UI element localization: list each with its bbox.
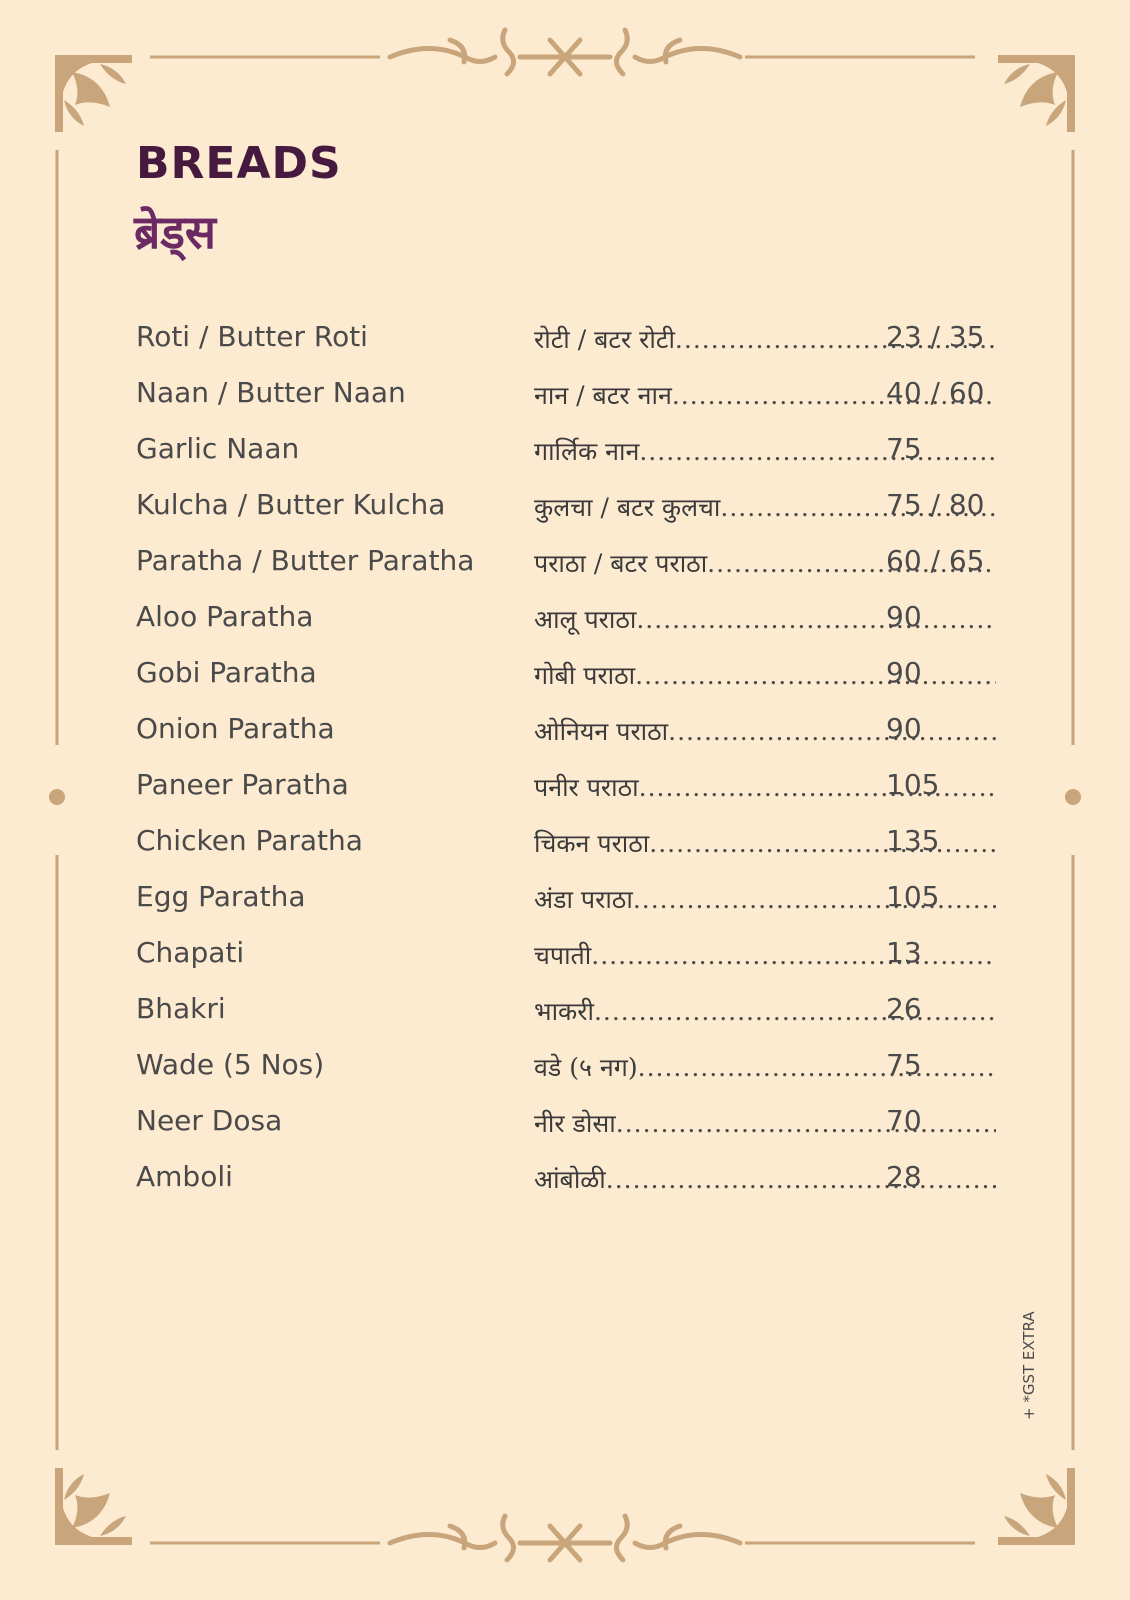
menu-item [136, 816, 1016, 872]
item-name-mr: चिकन पराठा [534, 829, 650, 858]
item-name-en: Paneer Paratha [136, 768, 349, 801]
item-name-en: Wade (5 Nos) [136, 1048, 325, 1081]
item-name-en: Gobi Paratha [136, 656, 317, 689]
item-name-mr-leader [534, 658, 996, 692]
item-price: 90 [886, 656, 922, 689]
item-price: 90 [886, 600, 922, 633]
item-name-mr: आलू पराठा [534, 605, 637, 634]
item-name-mr: पनीर पराठा [534, 773, 639, 802]
item-name-mr: ओनियन पराठा [534, 717, 669, 746]
dot-leader [636, 605, 996, 634]
menu-item [136, 424, 1016, 480]
menu-item [136, 480, 1016, 536]
menu-item [136, 872, 1016, 928]
item-price: 75 / 80 [886, 488, 985, 521]
dot-leader [649, 829, 996, 858]
item-name-en: Egg Paratha [136, 880, 306, 913]
item-price: 26 [886, 992, 922, 1025]
item-price: 60 / 65 [886, 544, 985, 577]
item-name-mr: अंडा पराठा [534, 885, 633, 914]
menu-item [136, 536, 1016, 592]
item-name-mr: आंबोळी [534, 1165, 606, 1194]
dot-leader [616, 1109, 996, 1138]
item-price: 135 [886, 824, 940, 857]
item-name-en: Chicken Paratha [136, 824, 363, 857]
item-name-mr: रोटी / बटर रोटी [534, 325, 675, 354]
corner-ornament-bottom-left [55, 1468, 132, 1545]
item-price: 13 [886, 936, 922, 969]
item-price: 40 / 60 [886, 376, 985, 409]
item-name-mr-leader [534, 938, 996, 972]
item-name-en: Amboli [136, 1160, 233, 1193]
item-name-mr-leader [534, 714, 996, 748]
item-price: 28 [886, 1160, 922, 1193]
menu-item [136, 368, 1016, 424]
dot-leader [639, 773, 996, 802]
item-name-mr: पराठा / बटर पराठा [534, 549, 708, 578]
menu-item [136, 760, 1016, 816]
item-price: 70 [886, 1104, 922, 1137]
section-title-marathi: ब्रेड्स [134, 205, 216, 259]
corner-ornament-top-right [998, 55, 1075, 132]
dot-leader [633, 885, 996, 914]
gst-note: + *GST EXTRA [1020, 1311, 1038, 1420]
item-name-en: Roti / Butter Roti [136, 320, 368, 353]
menu-item [136, 704, 1016, 760]
item-name-en: Neer Dosa [136, 1104, 283, 1137]
item-price: 105 [886, 880, 940, 913]
item-price: 23 / 35 [886, 320, 985, 353]
item-name-mr-leader [534, 602, 996, 636]
item-price: 75 [886, 432, 922, 465]
menu-item [136, 648, 1016, 704]
item-price: 105 [886, 768, 940, 801]
item-name-mr: चपाती [534, 941, 592, 970]
dot-leader [591, 941, 996, 970]
menu-item [136, 928, 1016, 984]
item-name-en: Chapati [136, 936, 245, 969]
item-name-en: Bhakri [136, 992, 226, 1025]
item-name-en: Garlic Naan [136, 432, 300, 465]
item-name-en: Paratha / Butter Paratha [136, 544, 475, 577]
item-name-mr: कुलचा / बटर कुलचा [534, 493, 721, 522]
menu-item [136, 1152, 1016, 1208]
item-name-mr-leader [534, 1106, 996, 1140]
dot-leader [606, 1165, 996, 1194]
dot-leader [594, 997, 996, 1026]
menu-item [136, 1096, 1016, 1152]
item-price: 90 [886, 712, 922, 745]
item-name-mr-leader [534, 994, 996, 1028]
top-flourish-ornament [390, 30, 740, 74]
item-name-mr-leader [534, 434, 996, 468]
menu-item [136, 1040, 1016, 1096]
menu-list [136, 312, 1016, 1208]
dot-leader [668, 717, 996, 746]
item-name-mr-leader [534, 1050, 996, 1084]
dot-leader [639, 437, 996, 466]
item-name-mr: गोबी पराठा [534, 661, 636, 690]
item-name-en: Aloo Paratha [136, 600, 314, 633]
item-name-mr: वडे (५ नग) [534, 1053, 638, 1082]
item-name-en: Onion Paratha [136, 712, 335, 745]
item-name-mr: गार्लिक नान [534, 437, 640, 466]
dot-leader [638, 1053, 996, 1082]
item-name-mr: भाकरी [534, 997, 594, 1026]
item-name-en: Naan / Butter Naan [136, 376, 406, 409]
item-name-mr: नीर डोसा [534, 1109, 616, 1138]
corner-ornament-bottom-right [998, 1468, 1075, 1545]
dot-leader [635, 661, 996, 690]
item-name-mr: नान / बटर नान [534, 381, 672, 410]
item-price: 75 [886, 1048, 922, 1081]
item-name-en: Kulcha / Butter Kulcha [136, 488, 446, 521]
menu-item [136, 984, 1016, 1040]
menu-item [136, 312, 1016, 368]
menu-item [136, 592, 1016, 648]
corner-ornament-top-left [55, 55, 132, 132]
item-name-mr-leader [534, 1162, 996, 1196]
section-title: BREADS [136, 138, 342, 189]
bottom-flourish-ornament [390, 1516, 740, 1560]
